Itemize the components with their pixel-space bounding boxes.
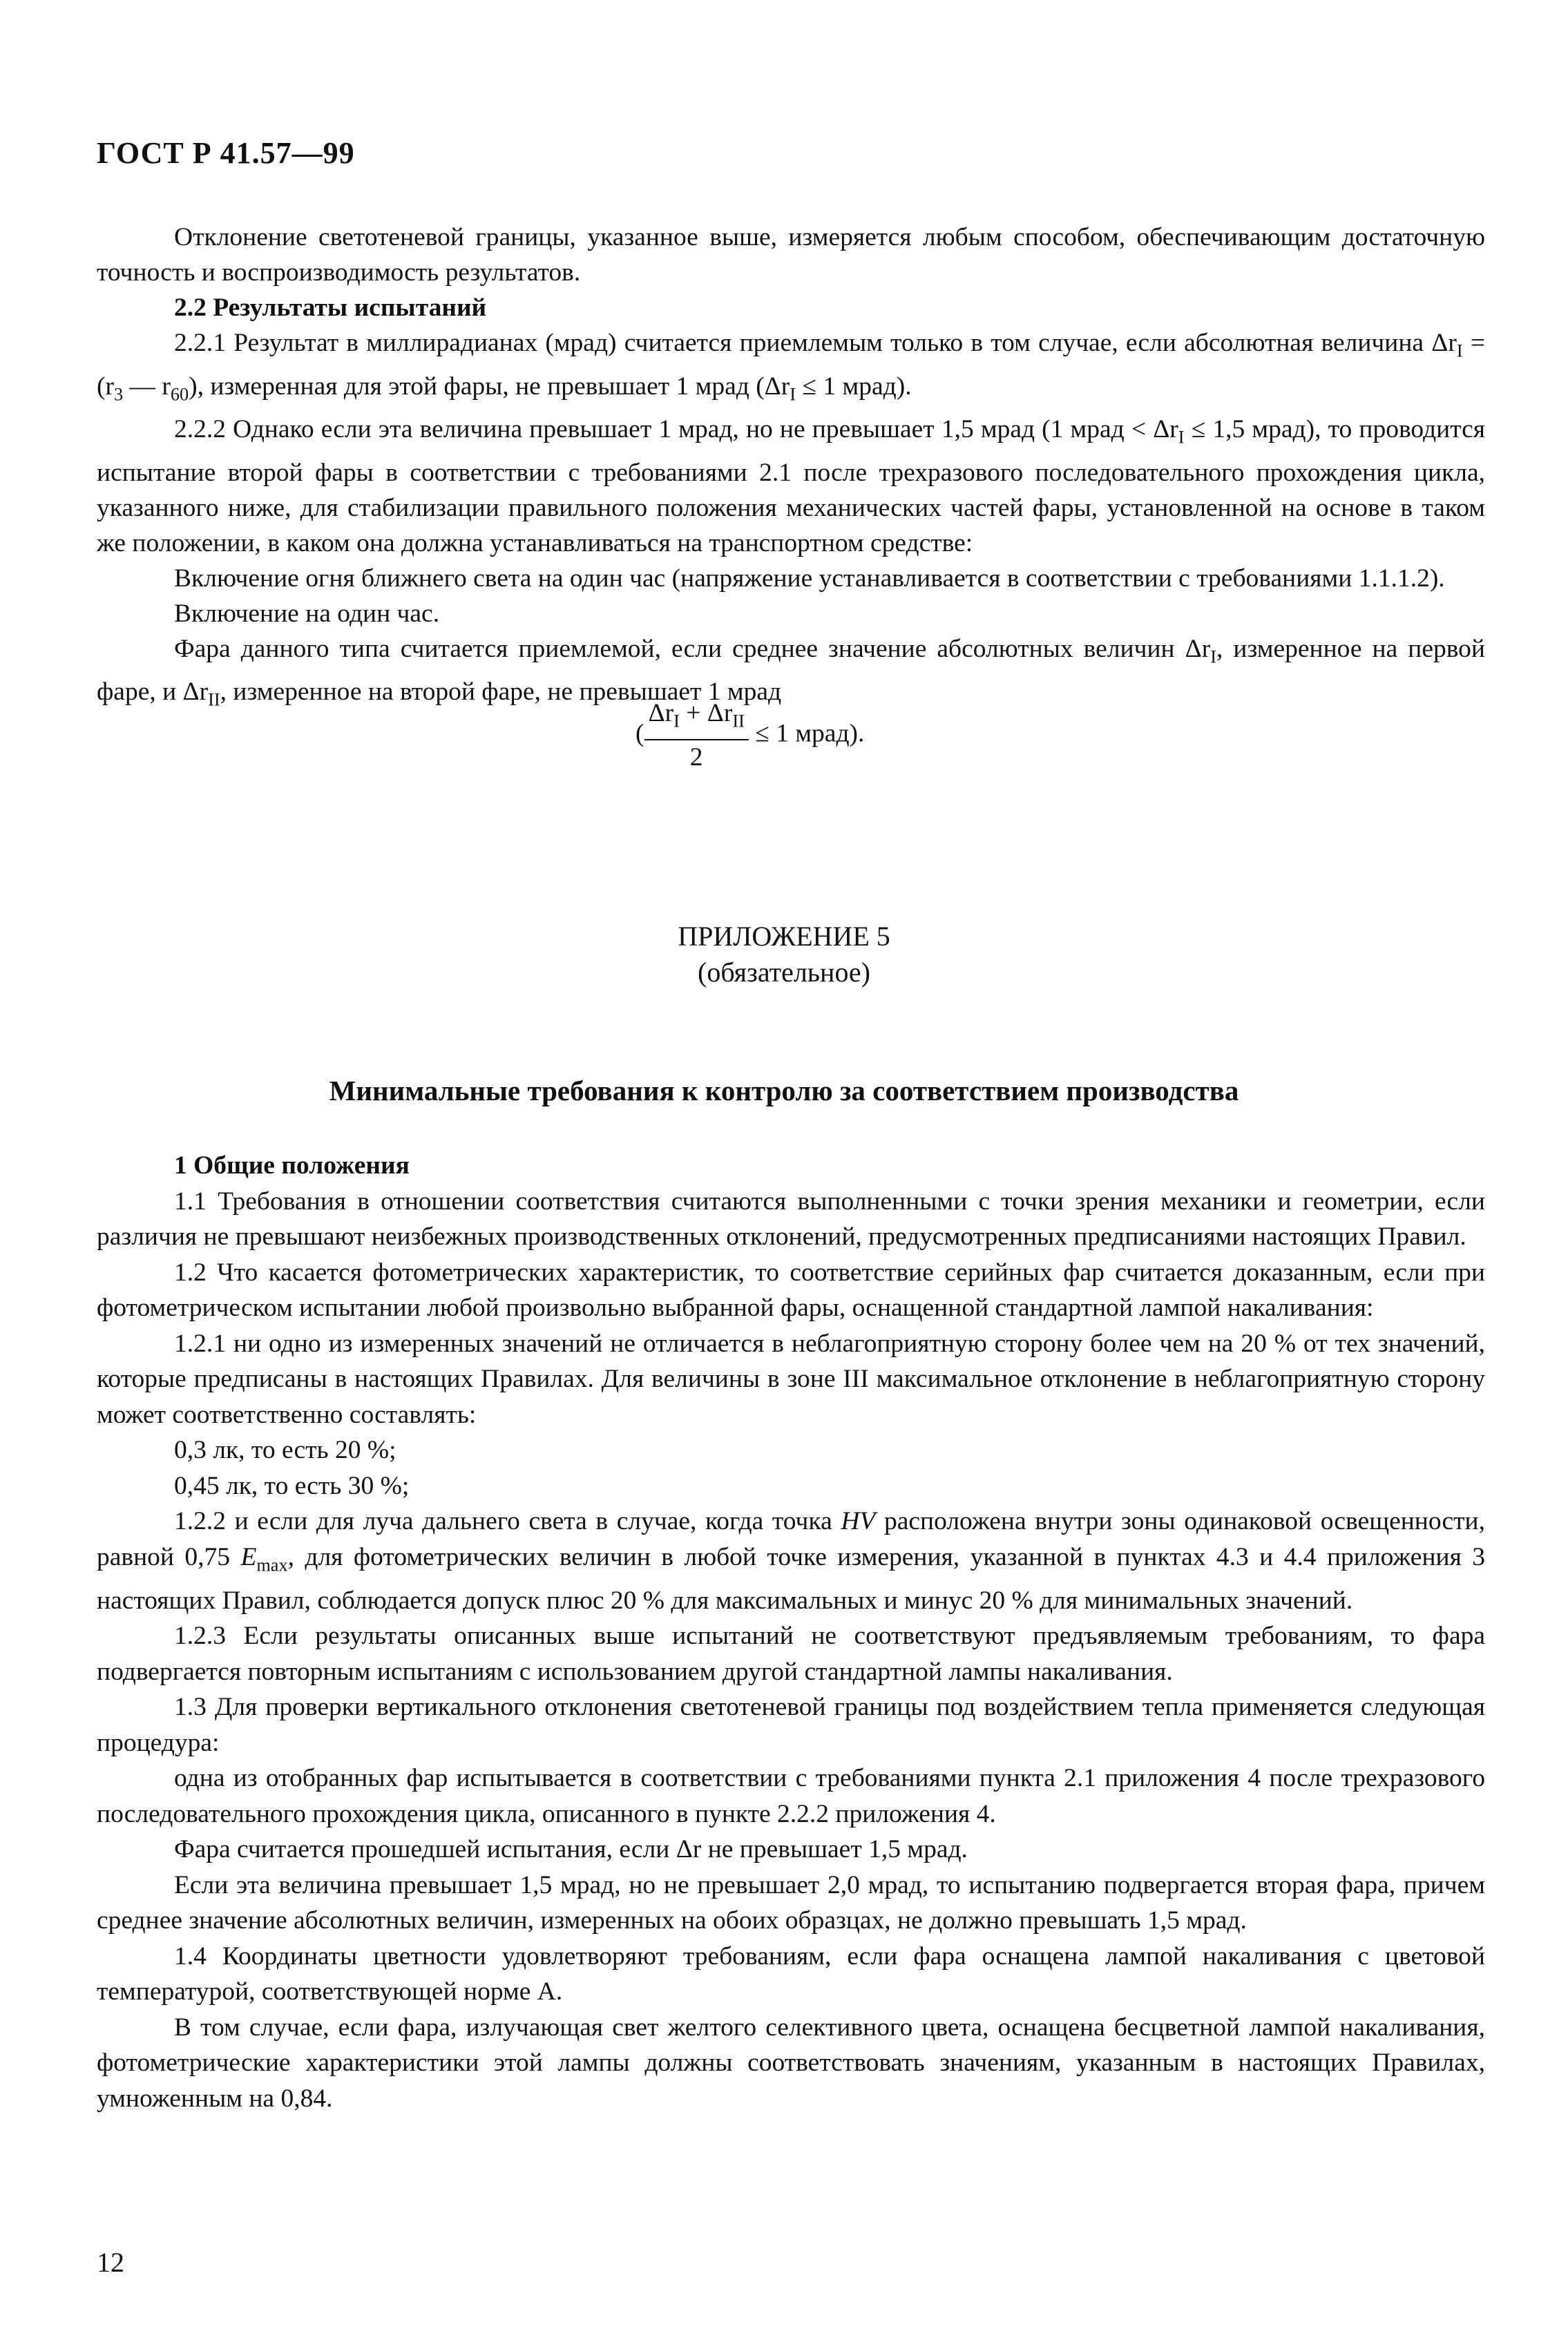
paragraph-1-2: 1.2 Что касается фотометрических характеристик, то соответствие серийных фар считается доказанным, если при фотометрическом испытании любой произвольно выбранной фары, оснащенной стандартной лампой накаливания: bbox=[97, 1258, 1485, 1322]
paragraph-1-3-a: одна из отобранных фар испытывается в соответствии с требованиями пункта 2.1 приложения 4 после трехразового последовательного прохождения цикла, описанного в пункте 2.2.2 приложения 4. bbox=[97, 1764, 1485, 1828]
paragraph-1-3: 1.3 Для проверки вертикального отклонения светотеневой границы под воздействием тепла применяется следующая процедура: bbox=[97, 1693, 1485, 1757]
paragraph-accept: Фара данного типа считается приемлемой, если среднее значение абсолютных величин $\Delta r_I$, измеренное на первой фаре, и $\Delta r_{II}$, измеренное на второй фаре, не превышает 1 мрад bbox=[97, 634, 1485, 710]
formula-denominator: 2 bbox=[689, 742, 703, 771]
section-title: Минимальные требования к контролю за соответствием производства bbox=[329, 1075, 1239, 1106]
paragraph-2-2-1: 2.2.1 Результат в миллирадианах (мрад) считается приемлемым только в том случае, если абсолютная величина $\Delta r_I = (r_3$ — $r_{60}$), измеренная для этой фары, не превышает 1 мрад ($\Delta r_I \le 1$ мрад). bbox=[97, 329, 1485, 404]
paragraph-1-2-1: 1.2.1 ни одно из измеренных значений не отличается в неблагоприятную сторону более чем на 20 % от тех значений, которые предписаны в настоящих Правилах. Для величины в зоне III максимальное отклонение в неблагоприятную сторону может соответственно составлять: bbox=[97, 1329, 1485, 1429]
section-heading-general: 1 Общие положения bbox=[174, 1151, 410, 1180]
paragraph-on-hour: Включение на один час. bbox=[174, 599, 440, 628]
paragraph-1-2-2: 1.2.2 и если для луча дальнего света в случае, когда точка HV расположена внутри зоны одинаковой освещенности, равной 0,75 $E_{max}$, для фотометрических величин в любой точке измерения, указанной в пунктах 4.3 и 4.4 приложения 3 настоящих Правил, соблюдается допуск плюс 20 % для максимальных и минус 20 % для минимальных значений. bbox=[97, 1507, 1486, 1615]
paragraph-0-45: 0,45 лк, то есть 30 %; bbox=[174, 1471, 410, 1500]
formula-numerator: $\Delta r_I + \Delta r_{II}$ bbox=[644, 698, 749, 740]
paragraph-1-4: 1.4 Координаты цветности удовлетворяют требованиям, если фара оснащена лампой накаливания с цветовой температурой, соответствующей норме А. bbox=[97, 1941, 1485, 2006]
paragraph-1-1: 1.1 Требования в отношении соответствия считаются выполненными с точки зрения механики и геометрии, если различия не превышают неизбежных производственных отклонений, предусмотренных предписаниями настоящих Правил. bbox=[97, 1187, 1485, 1251]
appendix-title: ПРИЛОЖЕНИЕ 5 bbox=[678, 921, 890, 952]
formula-fraction bbox=[644, 698, 749, 774]
formula-open: ( bbox=[635, 719, 644, 748]
formula-rest: ≤ 1 мрад). bbox=[755, 719, 865, 748]
formula bbox=[635, 698, 864, 774]
body-part-1 bbox=[97, 220, 1485, 718]
appendix-heading bbox=[0, 919, 1568, 990]
body-part-2 bbox=[97, 1148, 1485, 2116]
paragraph-low-beam: Включение огня ближнего света на один час (напряжение устанавливается в соответствии с требованиями 1.1.1.2). bbox=[174, 564, 1445, 593]
section-heading-results: 2.2 Результаты испытаний bbox=[174, 294, 487, 322]
paragraph: Отклонение светотеневой границы, указанное выше, измеряется любым способом, обеспечивающим достаточную точность и воспроизводимость результатов. bbox=[97, 223, 1485, 287]
paragraph-1-3-b: Фара считается прошедшей испытания, если Δr не превышает 1,5 мрад. bbox=[174, 1835, 968, 1863]
paragraph-1-4-a: В том случае, если фара, излучающая свет желтого селективного цвета, оснащена бесцветной лампой накаливания, фотометрические характеристики этой лампы должны соответствовать значениям, указанным в настоящих Правилах, умноженным на 0,84. bbox=[97, 2013, 1485, 2113]
appendix-subtitle: (обязательное) bbox=[698, 957, 870, 988]
document-header: ГОСТ Р 41.57—99 bbox=[97, 136, 355, 170]
paragraph-2-2-2: 2.2.2 Однако если эта величина превышает 1 мрад, но не превышает 1,5 мрад (1 мрад < $\Delta r_I \le 1,5$ мрад), то проводится испытание второй фары в соответствии с требованиями 2.1 после трехразового последовательного прохождения цикла, указанного ниже, для стабилизации правильного положения механических частей фары, установленной на основе в таком же положении, в каком она должна устанавливаться на транспортном средстве: bbox=[97, 415, 1485, 557]
paragraph-0-3: 0,3 лк, то есть 20 %; bbox=[174, 1436, 396, 1464]
paragraph-1-2-3: 1.2.3 Если результаты описанных выше испытаний не соответствуют предъявляемым требованиям, то фара подвергается повторным испытаниям с использованием другой стандартной лампы накаливания. bbox=[97, 1622, 1485, 1686]
page-number: 12 bbox=[97, 2247, 124, 2278]
paragraph-1-3-c: Если эта величина превышает 1,5 мрад, но не превышает 2,0 мрад, то испытанию подвергается вторая фара, причем среднее значение абсолютных величин, измеренных на обоих образцах, не должно превышать 1,5 мрад. bbox=[97, 1870, 1485, 1935]
